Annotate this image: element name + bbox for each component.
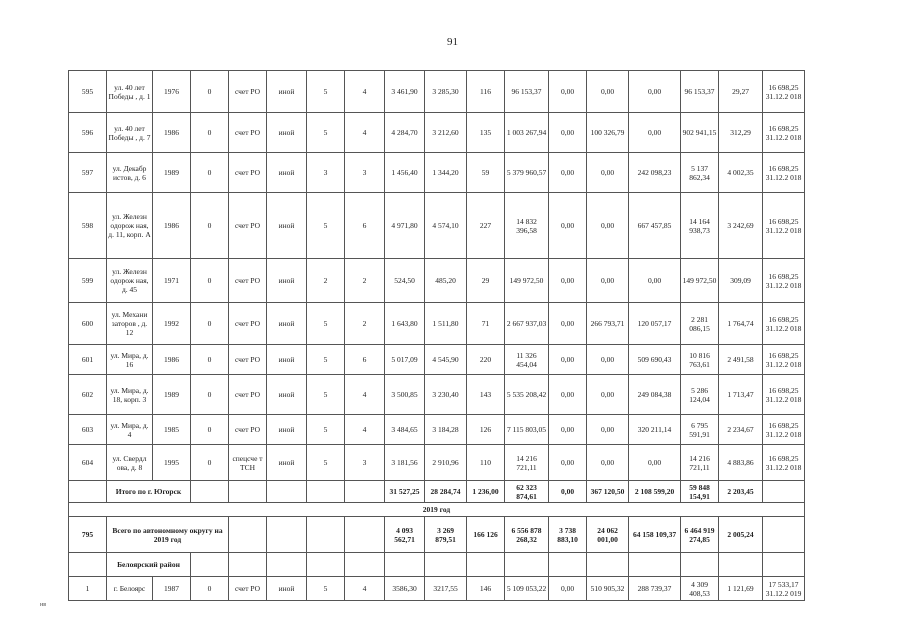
row-regional: 100 326,79 <box>587 113 629 153</box>
row-number: 602 <box>69 375 107 415</box>
row-address: ул. 40 лет Победы , д. 1 <box>107 71 153 113</box>
row-residents: 59 <box>467 153 505 193</box>
row-area: 4 971,80 <box>385 193 425 259</box>
row-residents: 135 <box>467 113 505 153</box>
table-row <box>69 375 805 415</box>
row-limit-date-cell <box>763 153 805 193</box>
district-label: Белоярский район <box>107 553 191 577</box>
city-total-residents: 1 236,00 <box>467 481 505 503</box>
city-total-local: 2 108 599,20 <box>629 481 681 503</box>
row-federal: 0,00 <box>549 415 587 445</box>
row-zero: 0 <box>191 303 229 345</box>
okrug-total-local: 64 158 109,37 <box>629 517 681 553</box>
register-rows <box>69 71 805 481</box>
row-date: 31.12.2 018 <box>765 225 802 235</box>
row-limit: 16 698,25 <box>768 216 799 226</box>
row-address: ул. Мира, д. 4 <box>107 415 153 445</box>
table-row <box>69 153 805 193</box>
okrug-total-area: 4 093 562,71 <box>385 517 425 553</box>
okrug-total-owners: 6 464 919 274,85 <box>681 517 719 553</box>
row-cost: 5 379 960,57 <box>505 153 549 193</box>
row-address: ул. Свердл ова, д. 8 <box>107 445 153 481</box>
row-living-area: 3 212,60 <box>425 113 467 153</box>
capital-repair-register-table <box>68 70 805 601</box>
row-entrances: 4 <box>345 375 385 415</box>
row-cost: 11 326 454,04 <box>505 345 549 375</box>
row-living-area: 3 230,40 <box>425 375 467 415</box>
city-total-row <box>69 481 805 503</box>
row-cost: 7 115 803,05 <box>505 415 549 445</box>
row-living-area: 3 184,28 <box>425 415 467 445</box>
row-unit-cost: 309,09 <box>719 259 763 303</box>
row-residents: 71 <box>467 303 505 345</box>
row-local: 288 739,37 <box>629 577 681 601</box>
row-limit: 17 533,17 <box>768 579 799 589</box>
row-regional: 0,00 <box>587 71 629 113</box>
row-fund: счет РО <box>229 71 267 113</box>
row-cost: 14 216 721,11 <box>505 445 549 481</box>
row-regional: 0,00 <box>587 259 629 303</box>
row-fund: счет РО <box>229 577 267 601</box>
row-entrances: 3 <box>345 153 385 193</box>
row-fund: счет РО <box>229 375 267 415</box>
row-residents: 220 <box>467 345 505 375</box>
row-year: 1971 <box>153 259 191 303</box>
row-limit: 16 698,25 <box>768 453 799 463</box>
row-local: 120 057,17 <box>629 303 681 345</box>
row-living-area: 4 574,10 <box>425 193 467 259</box>
row-number: 597 <box>69 153 107 193</box>
city-total-federal: 0,00 <box>549 481 587 503</box>
row-year: 1987 <box>153 577 191 601</box>
row-owners: 5 137 862,34 <box>681 153 719 193</box>
table-row <box>69 415 805 445</box>
row-address: ул. Механи заторов , д. 12 <box>107 303 153 345</box>
row-year: 1989 <box>153 153 191 193</box>
row-residents: 146 <box>467 577 505 601</box>
row-owners: 902 941,15 <box>681 113 719 153</box>
row-owners: 149 972,50 <box>681 259 719 303</box>
row-number: 595 <box>69 71 107 113</box>
okrug-total-federal: 3 738 883,10 <box>549 517 587 553</box>
row-type: иной <box>267 153 307 193</box>
row-limit-date-cell <box>763 113 805 153</box>
city-total-owners: 59 848 154,91 <box>681 481 719 503</box>
row-date: 31.12.2 018 <box>765 172 802 182</box>
row-unit-cost: 2 491,58 <box>719 345 763 375</box>
table-row <box>69 345 805 375</box>
row-address: ул. 40 лет Победы , д. 7 <box>107 113 153 153</box>
okrug-total-label: Всего по автономному округу на 2019 год <box>107 517 229 553</box>
row-limit: 16 698,25 <box>768 314 799 324</box>
okrug-total-cost: 6 556 878 268,32 <box>505 517 549 553</box>
table-row <box>69 577 805 601</box>
row-entrances: 3 <box>345 445 385 481</box>
row-local: 0,00 <box>629 259 681 303</box>
row-limit-date-cell <box>763 415 805 445</box>
row-local: 0,00 <box>629 445 681 481</box>
city-total-unit-cost: 2 203,45 <box>719 481 763 503</box>
row-regional: 0,00 <box>587 415 629 445</box>
table-row <box>69 259 805 303</box>
row-limit-date-cell <box>763 193 805 259</box>
row-fund: счет РО <box>229 415 267 445</box>
row-year: 1989 <box>153 375 191 415</box>
okrug-total-residents: 166 126 <box>467 517 505 553</box>
row-year: 1986 <box>153 193 191 259</box>
year-header: 2019 год <box>69 503 805 517</box>
row-floors: 5 <box>307 113 345 153</box>
row-year: 1985 <box>153 415 191 445</box>
row-date: 31.12.2 018 <box>765 323 802 333</box>
row-owners: 96 153,37 <box>681 71 719 113</box>
table-row <box>69 113 805 153</box>
row-address: ул. Декабр истов, д. 6 <box>107 153 153 193</box>
row-type: иной <box>267 445 307 481</box>
row-limit: 16 698,25 <box>768 420 799 430</box>
okrug-total-unit-cost: 2 005,24 <box>719 517 763 553</box>
row-floors: 5 <box>307 345 345 375</box>
city-total-label: Итого по г. Югорск <box>107 481 191 503</box>
row-owners: 14 164 938,73 <box>681 193 719 259</box>
row-residents: 143 <box>467 375 505 415</box>
row-zero: 0 <box>191 71 229 113</box>
row-federal: 0,00 <box>549 193 587 259</box>
row-regional: 510 905,32 <box>587 577 629 601</box>
row-unit-cost: 1 713,47 <box>719 375 763 415</box>
row-unit-cost: 1 764,74 <box>719 303 763 345</box>
row-regional: 0,00 <box>587 345 629 375</box>
row-unit-cost: 312,29 <box>719 113 763 153</box>
okrug-total-number: 795 <box>69 517 107 553</box>
row-floors: 5 <box>307 303 345 345</box>
row-unit-cost: 29,27 <box>719 71 763 113</box>
row-zero: 0 <box>191 415 229 445</box>
row-unit-cost: 1 121,69 <box>719 577 763 601</box>
district-header-row <box>69 553 805 577</box>
row-limit: 16 698,25 <box>768 123 799 133</box>
row-entrances: 4 <box>345 577 385 601</box>
row-date: 31.12.2 018 <box>765 462 802 472</box>
row-unit-cost: 3 242,69 <box>719 193 763 259</box>
row-federal: 0,00 <box>549 577 587 601</box>
row-living-area: 1 344,20 <box>425 153 467 193</box>
row-date: 31.12.2 018 <box>765 280 802 290</box>
row-number: 1 <box>69 577 107 601</box>
row-number: 598 <box>69 193 107 259</box>
row-living-area: 1 511,80 <box>425 303 467 345</box>
row-type: иной <box>267 113 307 153</box>
row-year: 1986 <box>153 345 191 375</box>
row-owners: 14 216 721,11 <box>681 445 719 481</box>
row-area: 3 461,90 <box>385 71 425 113</box>
row-owners: 5 286 124,04 <box>681 375 719 415</box>
row-floors: 5 <box>307 577 345 601</box>
row-type: иной <box>267 193 307 259</box>
row-type: иной <box>267 71 307 113</box>
row-type: иной <box>267 415 307 445</box>
row-cost: 14 832 396,58 <box>505 193 549 259</box>
table-row <box>69 71 805 113</box>
row-fund: счет РО <box>229 113 267 153</box>
row-unit-cost: 4 883,86 <box>719 445 763 481</box>
row-number: 604 <box>69 445 107 481</box>
row-fund: счет РО <box>229 259 267 303</box>
row-cost: 96 153,37 <box>505 71 549 113</box>
row-year: 1992 <box>153 303 191 345</box>
row-limit-date-cell <box>763 71 805 113</box>
row-residents: 110 <box>467 445 505 481</box>
row-zero: 0 <box>191 577 229 601</box>
row-local: 242 098,23 <box>629 153 681 193</box>
row-limit: 16 698,25 <box>768 271 799 281</box>
row-area: 3 500,85 <box>385 375 425 415</box>
row-federal: 0,00 <box>549 345 587 375</box>
row-cost: 1 003 267,94 <box>505 113 549 153</box>
row-federal: 0,00 <box>549 375 587 415</box>
row-local: 249 084,38 <box>629 375 681 415</box>
register-totals <box>69 481 805 601</box>
row-cost: 2 667 937,03 <box>505 303 549 345</box>
row-residents: 29 <box>467 259 505 303</box>
row-federal: 0,00 <box>549 153 587 193</box>
row-limit: 16 698,25 <box>768 163 799 173</box>
row-type: иной <box>267 345 307 375</box>
row-zero: 0 <box>191 445 229 481</box>
row-number: 600 <box>69 303 107 345</box>
row-zero: 0 <box>191 193 229 259</box>
row-living-area: 3217,55 <box>425 577 467 601</box>
row-date: 31.12.2 019 <box>765 588 802 598</box>
row-year: 1976 <box>153 71 191 113</box>
year-header-row <box>69 503 805 517</box>
footer-mark: нв <box>40 602 47 608</box>
okrug-total-regional: 24 062 001,00 <box>587 517 629 553</box>
row-living-area: 3 285,30 <box>425 71 467 113</box>
row-limit-date-cell <box>763 445 805 481</box>
row-residents: 227 <box>467 193 505 259</box>
row-date: 31.12.2 018 <box>765 91 802 101</box>
row-limit: 16 698,25 <box>768 385 799 395</box>
row-regional: 0,00 <box>587 445 629 481</box>
row-owners: 4 309 408,53 <box>681 577 719 601</box>
row-year: 1995 <box>153 445 191 481</box>
row-area: 3 181,56 <box>385 445 425 481</box>
row-cost: 149 972,50 <box>505 259 549 303</box>
row-date: 31.12.2 018 <box>765 429 802 439</box>
row-living-area: 4 545,90 <box>425 345 467 375</box>
row-address: ул. Железн одорож ная, д. 11, корп. А <box>107 193 153 259</box>
row-limit-date-cell <box>763 577 805 601</box>
city-total-living-area: 28 284,74 <box>425 481 467 503</box>
row-zero: 0 <box>191 345 229 375</box>
table-row <box>69 445 805 481</box>
row-entrances: 6 <box>345 193 385 259</box>
row-residents: 116 <box>467 71 505 113</box>
row-fund: счет РО <box>229 345 267 375</box>
row-address: ул. Железн одорож ная, д. 45 <box>107 259 153 303</box>
row-living-area: 485,20 <box>425 259 467 303</box>
row-unit-cost: 2 234,67 <box>719 415 763 445</box>
table-row <box>69 193 805 259</box>
row-limit-date-cell <box>763 259 805 303</box>
row-area: 524,50 <box>385 259 425 303</box>
row-residents: 126 <box>467 415 505 445</box>
row-floors: 5 <box>307 375 345 415</box>
row-area: 5 017,09 <box>385 345 425 375</box>
row-limit-date-cell <box>763 345 805 375</box>
row-zero: 0 <box>191 375 229 415</box>
row-year: 1986 <box>153 113 191 153</box>
row-regional: 0,00 <box>587 375 629 415</box>
row-zero: 0 <box>191 113 229 153</box>
row-floors: 3 <box>307 153 345 193</box>
row-number: 596 <box>69 113 107 153</box>
row-fund: спецсче т ТСН <box>229 445 267 481</box>
row-cost: 5 109 053,22 <box>505 577 549 601</box>
row-address: ул. Мира, д. 16 <box>107 345 153 375</box>
row-zero: 0 <box>191 153 229 193</box>
row-fund: счет РО <box>229 193 267 259</box>
row-federal: 0,00 <box>549 113 587 153</box>
row-fund: счет РО <box>229 303 267 345</box>
row-regional: 0,00 <box>587 153 629 193</box>
row-area: 3 484,65 <box>385 415 425 445</box>
row-floors: 5 <box>307 415 345 445</box>
row-floors: 5 <box>307 193 345 259</box>
row-entrances: 2 <box>345 303 385 345</box>
row-local: 320 211,14 <box>629 415 681 445</box>
row-limit-date-cell <box>763 303 805 345</box>
row-area: 4 284,70 <box>385 113 425 153</box>
row-floors: 5 <box>307 71 345 113</box>
row-limit-date-cell <box>763 375 805 415</box>
row-type: иной <box>267 303 307 345</box>
page-number: 91 <box>447 36 458 48</box>
row-federal: 0,00 <box>549 303 587 345</box>
row-date: 31.12.2 018 <box>765 359 802 369</box>
row-federal: 0,00 <box>549 259 587 303</box>
row-limit: 16 698,25 <box>768 82 799 92</box>
row-number: 599 <box>69 259 107 303</box>
row-limit: 16 698,25 <box>768 350 799 360</box>
row-living-area: 2 910,96 <box>425 445 467 481</box>
city-total-area: 31 527,25 <box>385 481 425 503</box>
row-area: 3586,30 <box>385 577 425 601</box>
row-entrances: 4 <box>345 415 385 445</box>
row-owners: 2 281 086,15 <box>681 303 719 345</box>
row-owners: 10 816 763,61 <box>681 345 719 375</box>
row-date: 31.12.2 018 <box>765 132 802 142</box>
row-entrances: 2 <box>345 259 385 303</box>
row-federal: 0,00 <box>549 71 587 113</box>
row-number: 603 <box>69 415 107 445</box>
row-floors: 2 <box>307 259 345 303</box>
row-address: ул. Мира, д. 18, корп. 3 <box>107 375 153 415</box>
row-entrances: 4 <box>345 71 385 113</box>
row-number: 601 <box>69 345 107 375</box>
row-date: 31.12.2 018 <box>765 394 802 404</box>
row-federal: 0,00 <box>549 445 587 481</box>
row-local: 667 457,85 <box>629 193 681 259</box>
row-regional: 266 793,71 <box>587 303 629 345</box>
row-fund: счет РО <box>229 153 267 193</box>
row-unit-cost: 4 002,35 <box>719 153 763 193</box>
city-total-cost: 62 323 874,61 <box>505 481 549 503</box>
row-local: 0,00 <box>629 113 681 153</box>
okrug-total-row <box>69 517 805 553</box>
row-type: иной <box>267 375 307 415</box>
row-entrances: 4 <box>345 113 385 153</box>
row-area: 1 456,40 <box>385 153 425 193</box>
row-local: 0,00 <box>629 71 681 113</box>
row-owners: 6 795 591,91 <box>681 415 719 445</box>
row-local: 509 690,43 <box>629 345 681 375</box>
row-type: иной <box>267 259 307 303</box>
row-area: 1 643,80 <box>385 303 425 345</box>
city-total-regional: 367 120,50 <box>587 481 629 503</box>
row-floors: 5 <box>307 445 345 481</box>
table-row <box>69 303 805 345</box>
row-type: иной <box>267 577 307 601</box>
row-entrances: 6 <box>345 345 385 375</box>
okrug-total-living-area: 3 269 879,51 <box>425 517 467 553</box>
row-regional: 0,00 <box>587 193 629 259</box>
row-zero: 0 <box>191 259 229 303</box>
row-address: г. Белоярс <box>107 577 153 601</box>
row-cost: 5 535 208,42 <box>505 375 549 415</box>
